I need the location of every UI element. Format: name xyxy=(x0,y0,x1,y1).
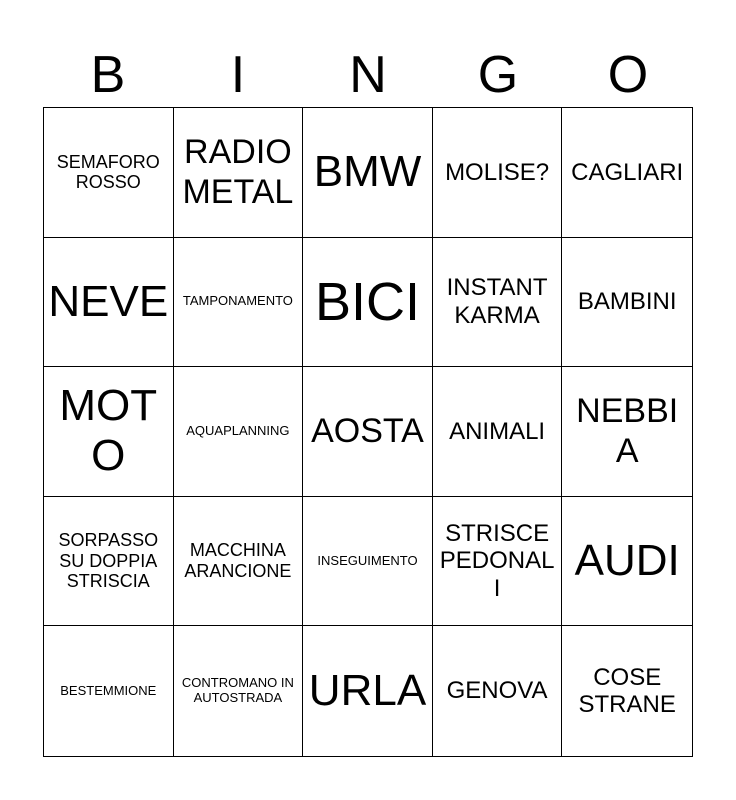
bingo-cell[interactable]: URLA xyxy=(303,626,433,756)
bingo-cell[interactable]: MACCHINA ARANCIONE xyxy=(174,497,304,627)
header-letter-n: N xyxy=(349,46,387,104)
bingo-cell[interactable]: INSTANT KARMA xyxy=(433,238,563,368)
bingo-cell[interactable]: AOSTA xyxy=(303,367,433,497)
bingo-cell[interactable]: COSE STRANE xyxy=(578,663,676,719)
bingo-cell[interactable]: BICI xyxy=(303,238,433,368)
bingo-cell[interactable]: MOLISE? xyxy=(433,108,563,238)
bingo-cell[interactable]: INSEGUIMENTO xyxy=(303,497,433,627)
bingo-cell[interactable]: RADIO METAL xyxy=(174,108,304,238)
bingo-cell[interactable]: AUDI xyxy=(562,497,692,627)
header-letter-o: O xyxy=(607,46,649,104)
bingo-cell[interactable]: BMW xyxy=(303,108,433,238)
bingo-header xyxy=(43,44,693,106)
bingo-cell[interactable]: SEMAFORO ROSSO xyxy=(44,108,174,238)
bingo-cell[interactable]: GENOVA xyxy=(433,626,563,756)
bingo-cell[interactable]: CONTROMANO IN AUTOSTRADA xyxy=(174,626,304,756)
bingo-card xyxy=(43,107,693,757)
bingo-cell[interactable]: TAMPONAMENTO xyxy=(174,238,304,368)
header-letter-i: I xyxy=(230,46,246,104)
bingo-cell[interactable]: SORPASSO SU DOPPIA STRISCIA xyxy=(44,497,174,627)
bingo-cell[interactable]: BAMBINI xyxy=(562,238,692,368)
bingo-cell[interactable]: ANIMALI xyxy=(433,367,563,497)
bingo-cell[interactable]: CAGLIARI xyxy=(562,108,692,238)
bingo-cell[interactable]: MOTO xyxy=(44,367,174,497)
bingo-cell[interactable]: NEVE xyxy=(44,238,174,368)
bingo-cell[interactable]: NEBBIA xyxy=(562,367,692,497)
bingo-cell[interactable]: BESTEMMIONE xyxy=(44,626,174,756)
bingo-cell[interactable]: AQUAPLANNING xyxy=(174,367,304,497)
header-letter-b: B xyxy=(90,46,126,104)
bingo-cell[interactable]: STRISCE PEDONALI xyxy=(433,497,563,627)
header-letter-g: G xyxy=(477,46,519,104)
